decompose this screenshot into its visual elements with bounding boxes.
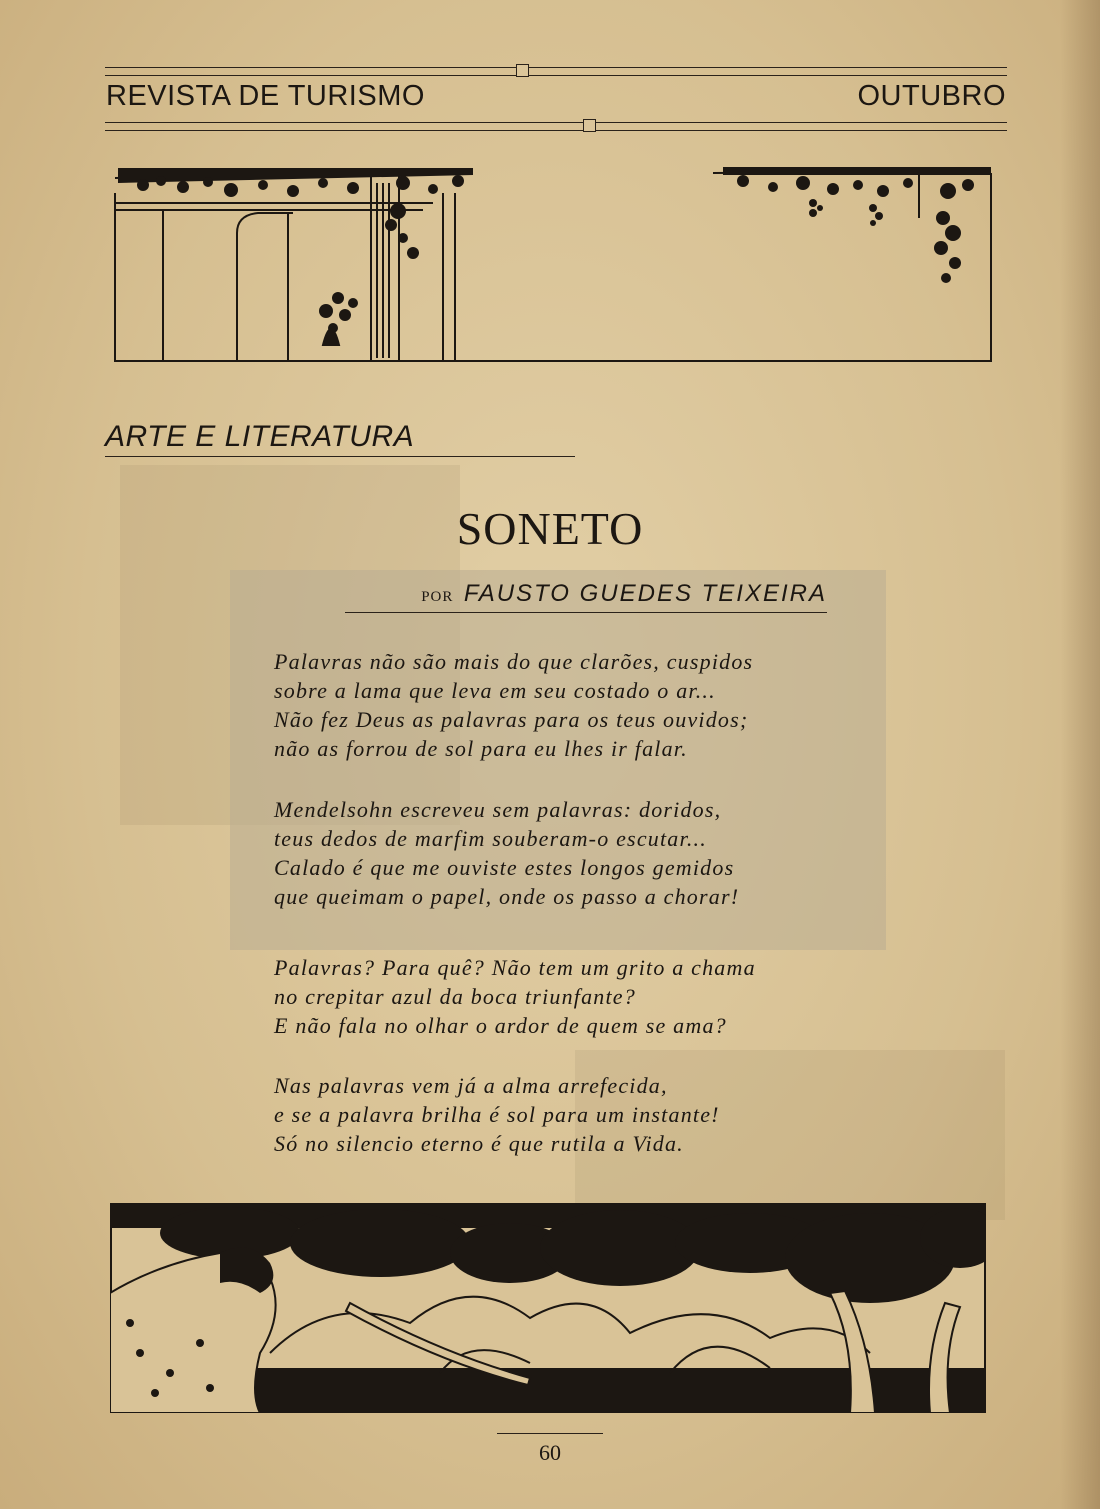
byline [345, 580, 827, 613]
verse-line: que queimam o papel, onde os passo a chorar! [274, 884, 740, 909]
verse-line: E não fala no olhar o ardor de quem se ama? [274, 1013, 727, 1038]
magazine-title: REVISTA DE TURISMO [106, 80, 425, 112]
stanza [274, 795, 874, 911]
woman-and-trees-illustration [110, 1203, 986, 1413]
verse-line: Palavras? Para quê? Não tem um grito a chama [274, 955, 756, 980]
byline-prefix: POR [421, 589, 454, 605]
verse-line: Nas palavras vem já a alma arrefecida, [274, 1073, 668, 1098]
stanza [274, 1071, 874, 1158]
author-name: FAUSTO GUEDES TEIXEIRA [463, 580, 827, 607]
stanza [274, 647, 874, 763]
ornament-square [516, 64, 529, 77]
verse-line: Palavras não são mais do que clarões, cuspidos [274, 649, 754, 674]
verse-line: no crepitar azul da boca triunfante? [274, 984, 636, 1009]
page-edge-shadow [1060, 0, 1100, 1509]
verse-line: teus dedos de marfim souberam-o escutar... [274, 826, 707, 851]
section-label: ARTE E LITERATURA [105, 420, 575, 457]
issue-month: OUTUBRO [857, 80, 1006, 112]
header-rule-top [105, 67, 1007, 76]
page-number-rule [497, 1433, 603, 1434]
verse-line: e se a palavra brilha é sol para um instante! [274, 1102, 720, 1127]
verse-line: sobre a lama que leva em seu costado o ar... [274, 678, 716, 703]
verse-line: Mendelsohn escreveu sem palavras: doridos, [274, 797, 722, 822]
verse-line: Não fez Deus as palavras para os teus ouvidos; [274, 707, 749, 732]
poem-title: SONETO [456, 503, 644, 554]
pergola-illustration [113, 163, 993, 363]
verse-line: Só no silencio eterno é que rutila a Vida. [274, 1131, 684, 1156]
header-rule-bottom [105, 122, 1007, 131]
ornament-square [583, 119, 596, 132]
verse-line: não as forrou de sol para eu lhes ir falar. [274, 736, 688, 761]
stanza [274, 953, 874, 1040]
page-number: 60 [539, 1440, 561, 1465]
verse-line: Calado é que me ouviste estes longos gemidos [274, 855, 735, 880]
